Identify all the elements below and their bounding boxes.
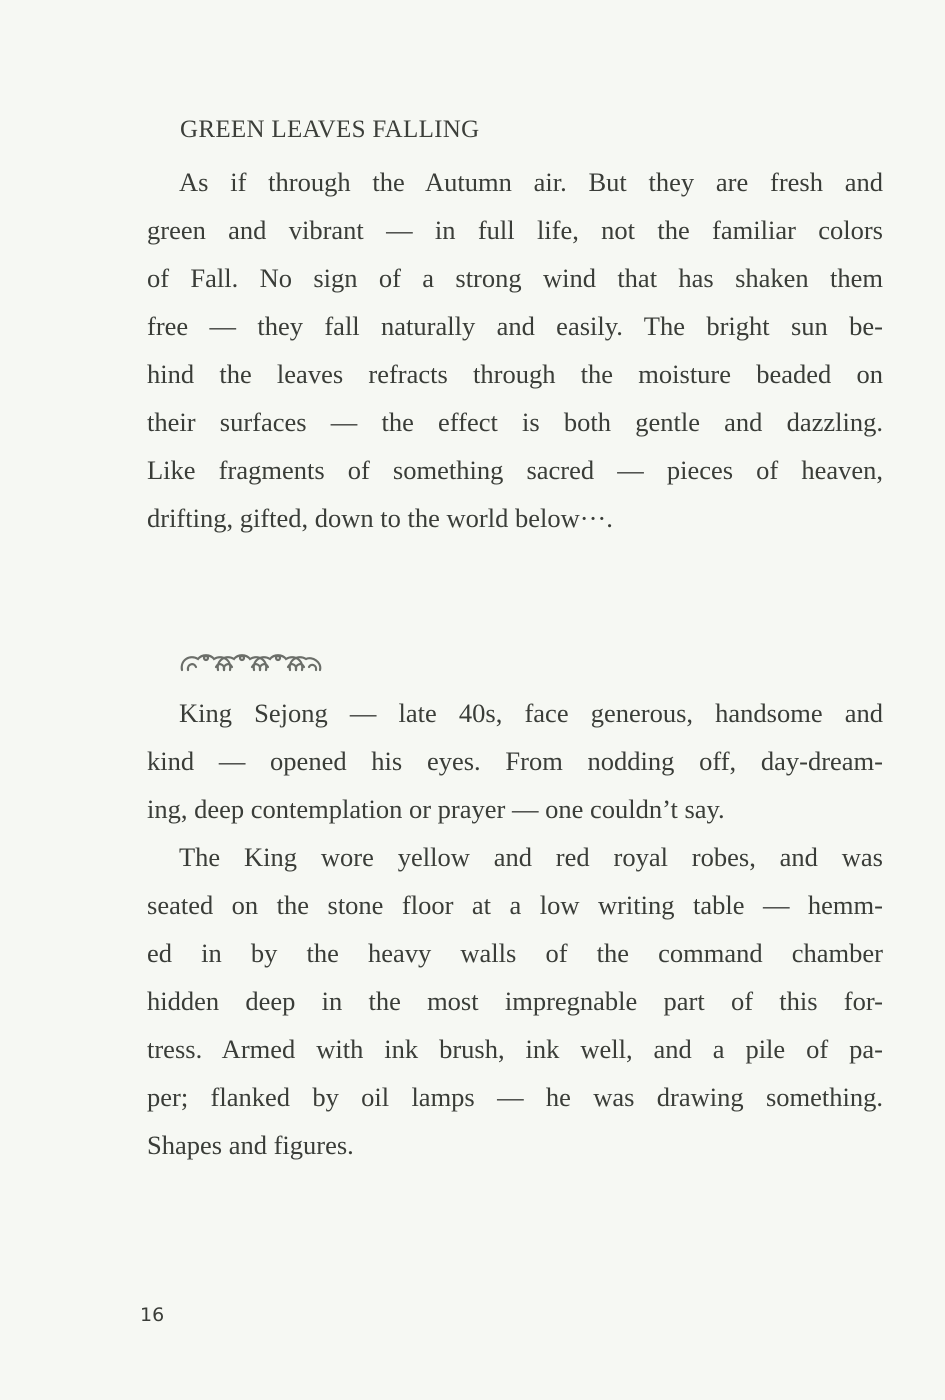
text-line: The King wore yellow and red royal robes, and was bbox=[179, 842, 883, 872]
text-line: of Fall. No sign of a strong wind that has shaken them bbox=[147, 263, 883, 293]
paragraph-2 bbox=[147, 689, 883, 833]
text-line: As if through the Autumn air. But they are fresh and bbox=[179, 167, 883, 197]
text-line: ing, deep contemplation or prayer — one couldn’t say. bbox=[147, 794, 725, 824]
text-line: per; flanked by oil lamps — he was drawing something. bbox=[147, 1082, 883, 1112]
paragraph-3 bbox=[147, 833, 883, 1169]
text-line: green and vibrant — in full life, not the familiar colors bbox=[147, 215, 883, 245]
text-line: seated on the stone floor at a low writing table — hemm- bbox=[147, 890, 883, 920]
cloud-scroll-divider-icon bbox=[178, 650, 324, 676]
text-line: kind — opened his eyes. From nodding off, day-dream- bbox=[147, 746, 883, 776]
text-line: ed in by the heavy walls of the command chamber bbox=[147, 938, 883, 968]
text-line: hind the leaves refracts through the moisture beaded on bbox=[147, 359, 883, 389]
text-line: drifting, gifted, down to the world below···. bbox=[147, 503, 613, 533]
section-heading: GREEN LEAVES FALLING bbox=[180, 116, 480, 143]
text-line: King Sejong — late 40s, face generous, handsome and bbox=[179, 698, 883, 728]
text-line: hidden deep in the most impregnable part of this for- bbox=[147, 986, 883, 1016]
page-number: 16 bbox=[140, 1304, 165, 1326]
text-line: their surfaces — the effect is both gentle and dazzling. bbox=[147, 407, 883, 437]
paragraph-1 bbox=[147, 158, 883, 542]
text-line: Like fragments of something sacred — pieces of heaven, bbox=[147, 455, 883, 485]
text-line: Shapes and figures. bbox=[147, 1130, 354, 1160]
text-line: free — they fall naturally and easily. The bright sun be- bbox=[147, 311, 883, 341]
text-line: tress. Armed with ink brush, ink well, and a pile of pa- bbox=[147, 1034, 883, 1064]
